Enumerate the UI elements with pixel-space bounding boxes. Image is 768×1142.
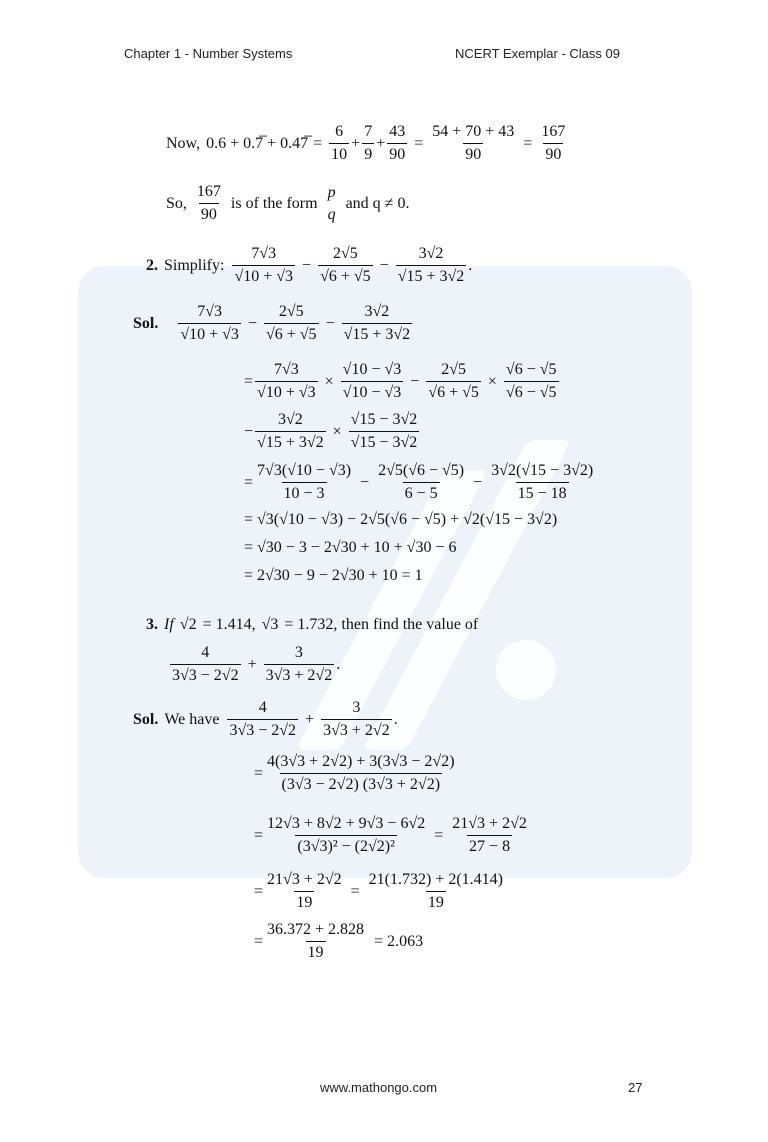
equation-line: = 2√30 − 9 − 2√30 + 10 = 1 bbox=[244, 567, 423, 584]
text: Now, bbox=[166, 134, 201, 152]
equation-line: = √3(√10 − √3) − 2√5(√6 − √5) + √2(√15 − 3√2) bbox=[244, 511, 558, 528]
question-3: 3. If √2 = 1.414, √3 = 1.732, then find the value of bbox=[146, 616, 479, 633]
equation-line: = $\frac{7√3(√10 - √3)}{10 - 3}$ − $\frac{2√5(√6 - √5)}{6 - 5}$ − $\frac{3√2(√15 - 3√2)}{15 - 18}$ bbox=[244, 462, 594, 502]
equation-line: So, $\frac{167}{90}$ is of the form p q and q ≠ 0. bbox=[166, 183, 410, 223]
solution-3: Sol. We have $\frac{4}{3√3 - 2√2}$ + $\frac{3}{3√3 + 2√2}$ . bbox=[133, 699, 398, 739]
equation-line: = $\frac{21√3 + 2√2}{19}$ = $\frac{21(1.732) + 2(1.414)}{19}$ bbox=[254, 871, 503, 911]
equation-line: = $\frac{12√3 + 8√2 + 9√3 - 6√2}{\text{(3√3)² − (2√2)²}}$ = $\frac{21√3 + 2√2}{27 - 8}$ bbox=[254, 815, 527, 855]
header-book: NCERT Exemplar - Class 09 bbox=[455, 46, 620, 61]
watermark-logo-dot bbox=[496, 640, 556, 700]
equation-line: = $\frac{7√3}{√10 + √3}$ × $\frac{√10 - √3}{√10 - √3}$ − $\frac{2√5}{√6 + √5}$ × $\frac{√6 - √5}{√6 - √5}$ bbox=[244, 361, 557, 401]
equation-line: = √30 − 3 − 2√30 + 10 + √30 − 6 bbox=[244, 539, 457, 556]
question-2: 2. Simplify: $\frac{7√3}{√10 + √3}$ − $\frac{2√5}{√6 + √5}$ − $\frac{3√2}{√15 + 3√2}$ . bbox=[146, 245, 473, 285]
expression: 0.6 + 0.7̅ + 0.47̅ bbox=[206, 134, 309, 152]
question-3-expression: $\frac{4}{3√3 - 2√2}$ + $\frac{3}{3√3 + 2√2}$ . bbox=[172, 644, 341, 684]
equation-line: Now, 0.6 + 0.7̅ + 0.47̅ = $\frac{6}{10}$ + $\frac{7}{9}$ + $\frac{43}{90}$ = $\frac{54 + 70 + 43}{90}$ = $\frac{167}{90}$ bbox=[166, 123, 566, 163]
footer-url: www.mathongo.com bbox=[320, 1080, 438, 1095]
header-chapter: Chapter 1 - Number Systems bbox=[124, 46, 293, 61]
equation-line: = $\frac{36.372 + 2.828}{19}$ = 2.063 bbox=[254, 921, 424, 961]
page-number: 27 bbox=[628, 1080, 643, 1095]
equation-line: = $\frac{4(3√3 + 2√2) + 3(3√3 - 2√2)}{(3√3 - 2√2) (3√3 + 2√2)}$ bbox=[254, 753, 455, 793]
equation-line: − $\frac{3√2}{√15 + 3√2}$ × $\frac{√15 - 3√2}{√15 - 3√2}$ bbox=[244, 411, 418, 451]
solution-2: Sol. $\frac{7√3}{√10 + √3}$ − $\frac{2√5}{√6 + √5}$ − $\frac{3√2}{√15 + 3√2}$ bbox=[133, 303, 411, 343]
